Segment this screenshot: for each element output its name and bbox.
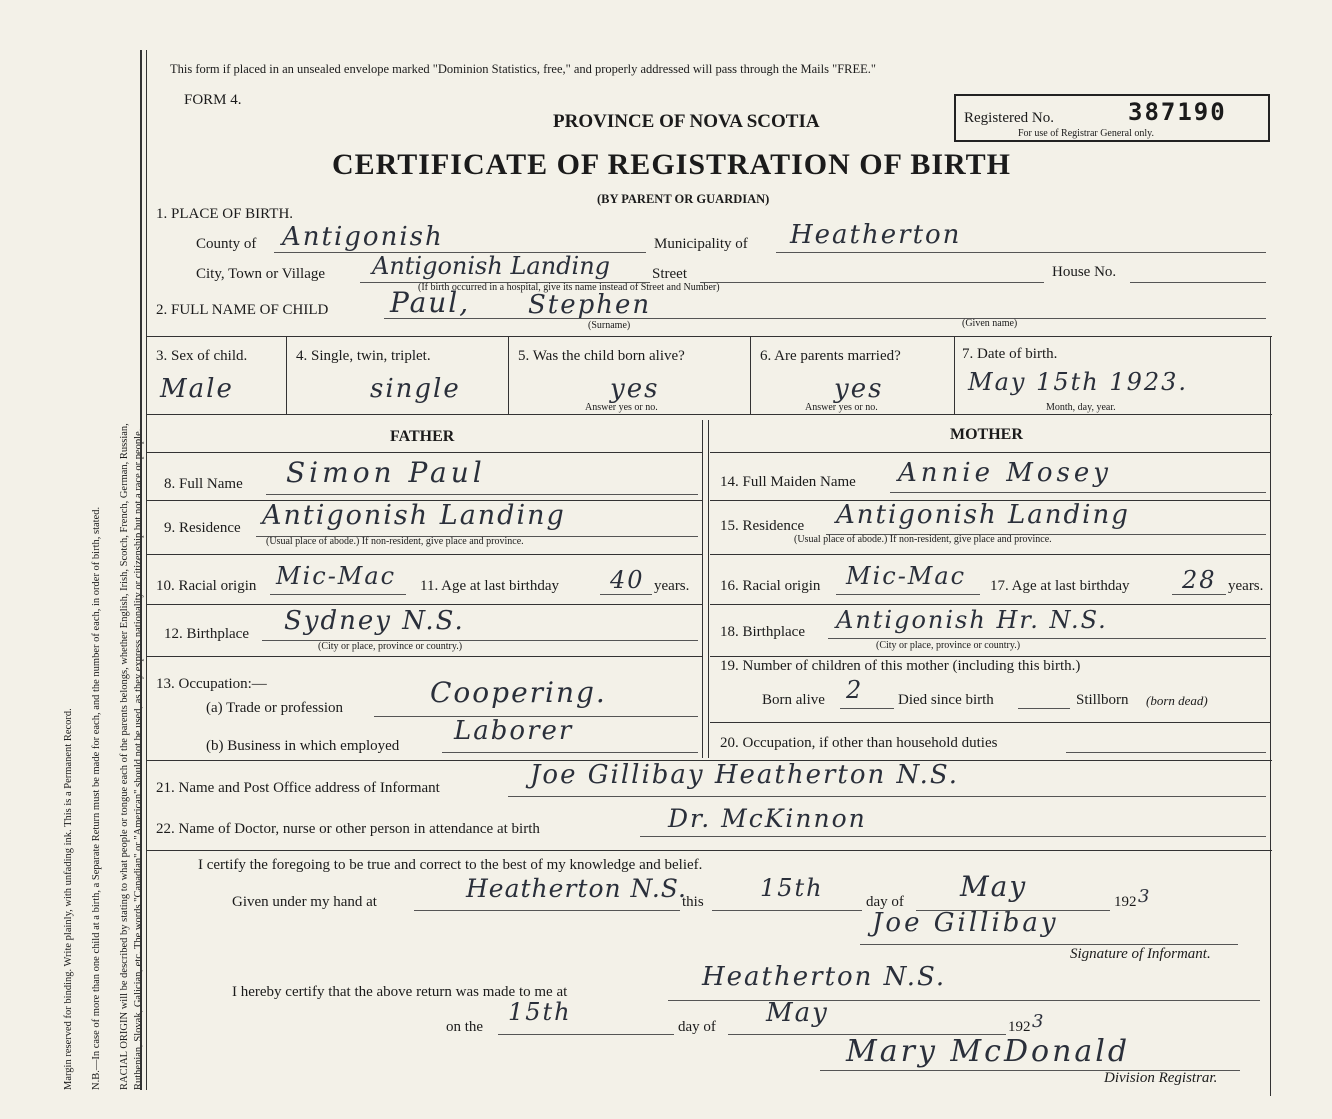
right-border <box>1270 336 1271 1096</box>
row-3-7-top <box>146 336 1272 337</box>
page-subtitle: (BY PARENT OR GUARDIAN) <box>597 192 770 206</box>
informant-underline <box>508 796 1266 797</box>
margin-note-2: N.B.—In case of more than one child at a birth, a Separate Return must be made for each, and the number of each, in order of birth, stated. <box>91 506 102 1090</box>
return-day-of-label: day of <box>678 1019 716 1035</box>
father-row-12 <box>146 604 702 605</box>
mother-row-14 <box>710 452 1270 453</box>
municipality-label: Municipality of <box>654 236 748 252</box>
return-place-underline <box>668 1000 1260 1001</box>
county-label: County of <box>196 236 257 252</box>
father-racial-underline <box>270 594 406 595</box>
father-name-label: 8. Full Name <box>164 476 243 492</box>
street-note: (If birth occurred in a hospital, give its name instead of Street and Number) <box>418 282 720 293</box>
father-business-label: (b) Business in which employed <box>206 738 400 754</box>
informant-signature: Joe Gillibay <box>872 908 1059 938</box>
divider-5-6 <box>750 336 751 414</box>
father-row-8 <box>146 452 702 453</box>
informant-value: Joe Gillibay Heatherton N.S. <box>530 760 960 790</box>
child-name-underline <box>384 318 1266 319</box>
registered-box <box>954 94 1270 142</box>
mother-residence-value: Antigonish Landing <box>836 500 1130 530</box>
mother-residence-note: (Usual place of abode.) If non-resident, give place and province. <box>794 534 1052 545</box>
sex-label: 3. Sex of child. <box>156 348 248 364</box>
left-border <box>140 50 142 1090</box>
mother-birthplace-note: (City or place, province or country.) <box>876 640 1021 651</box>
mother-birthplace-label: 18. Birthplace <box>720 624 805 640</box>
children-label: 19. Number of children of this mother (including this birth.) <box>720 658 1081 674</box>
father-racial-label: 10. Racial origin <box>156 578 257 594</box>
mail-notice: This form if placed in an unsealed envelope marked "Dominion Statistics, free," and properly addressed will pass through the Mails "FREE." <box>170 62 877 76</box>
street-label: Street <box>652 266 687 282</box>
father-birthplace-note: (City or place, province or country.) <box>318 641 463 652</box>
divider-6-7 <box>954 336 955 414</box>
date-label: 7. Date of birth. <box>962 346 1058 362</box>
given-place-underline <box>414 910 680 911</box>
given-day: 15th <box>760 874 824 902</box>
father-name-value: Simon Paul <box>286 456 486 489</box>
divider-3-4 <box>286 336 287 414</box>
father-row-13 <box>146 656 702 657</box>
given-year-prefix: 192 <box>1114 894 1137 910</box>
municipality-underline <box>776 252 1266 253</box>
father-business-underline <box>442 752 698 753</box>
mother-age-underline <box>1172 594 1226 595</box>
mother-residence-label: 15. Residence <box>720 518 805 534</box>
father-name-underline <box>266 494 698 495</box>
father-residence-value: Antigonish Landing <box>262 500 566 531</box>
mother-age-value: 28 <box>1182 566 1217 594</box>
alive-note: Answer yes or no. <box>585 402 658 413</box>
born-alive-value: 2 <box>846 676 864 704</box>
left-border-inner <box>146 50 147 1090</box>
county-value: Antigonish <box>282 222 444 252</box>
city-value: Antigonish Landing <box>372 252 611 280</box>
return-place: Heatherton N.S. <box>702 962 947 992</box>
given-label: Given under my hand at <box>232 894 377 910</box>
alive-value: yes <box>610 374 660 404</box>
certification-top <box>146 850 1272 851</box>
married-note: Answer yes or no. <box>805 402 878 413</box>
sex-value: Male <box>160 374 234 404</box>
father-trade-value: Coopering. <box>430 676 607 709</box>
father-age-label: 11. Age at last birthday <box>420 578 559 594</box>
alive-label: 5. Was the child born alive? <box>518 348 685 364</box>
mother-years: years. <box>1228 578 1264 594</box>
margin-note-3: RACIAL ORIGIN will be described by stating to what people or tongue each of the parents belongs, whether English, Irish, Scotch, French, German, Russian, <box>119 423 130 1090</box>
father-birthplace-label: 12. Birthplace <box>164 626 249 642</box>
doctor-value: Dr. McKinnon <box>668 804 867 833</box>
child-name-label: 2. FULL NAME OF CHILD <box>156 302 329 318</box>
died-underline <box>1018 708 1070 709</box>
province-heading: PROVINCE OF NOVA SCOTIA <box>553 111 820 132</box>
municipality-value: Heatherton <box>790 220 962 250</box>
father-residence-label: 9. Residence <box>164 520 241 536</box>
registrar-signature: Mary McDonald <box>846 1034 1131 1069</box>
date-note: Month, day, year. <box>1046 402 1116 413</box>
married-value: yes <box>834 374 884 404</box>
father-racial-value: Mic-Mac <box>276 562 397 590</box>
place-of-birth-heading: 1. PLACE OF BIRTH. <box>156 206 294 222</box>
died-label: Died since birth <box>898 692 994 708</box>
day-of-label: day of <box>866 894 904 910</box>
margin-note-1: Margin reserved for binding. Write plainly, with unfading ink. This is a Permanent Record. <box>63 708 74 1090</box>
plurality-label: 4. Single, twin, triplet. <box>296 348 431 364</box>
margin-note-4: Ruthenian, Slovak, Galician, etc. The words "Canadian" or "American" should not be used, as they express nationality or citizenship but not a race or people. <box>133 428 144 1090</box>
born-alive-label: Born alive <box>762 692 825 708</box>
stillborn-label: Stillborn <box>1076 692 1129 708</box>
house-underline <box>1130 282 1266 283</box>
doctor-label: 22. Name of Doctor, nurse or other person in attendance at birth <box>156 821 540 837</box>
mother-age-label: 17. Age at last birthday <box>990 578 1130 594</box>
born-alive-underline <box>840 708 894 709</box>
informant-signature-label: Signature of Informant. <box>1070 946 1211 962</box>
father-business-value: Laborer <box>454 716 574 746</box>
informant-signature-underline <box>860 944 1238 945</box>
given-day-underline <box>712 910 862 911</box>
registered-number: 387190 <box>1128 98 1227 126</box>
father-years: years. <box>654 578 690 594</box>
father-age-underline <box>600 594 652 595</box>
father-heading: FATHER <box>390 428 455 445</box>
plurality-value: single <box>370 374 461 404</box>
return-year-digit: 3 <box>1032 1011 1046 1032</box>
mother-racial-label: 16. Racial origin <box>720 578 821 594</box>
mother-name-value: Annie Mosey <box>898 458 1112 488</box>
mother-birthplace-underline <box>828 638 1266 639</box>
street-underline <box>700 282 1044 283</box>
stillborn-note: (born dead) <box>1146 693 1208 708</box>
father-birthplace-value: Sydney N.S. <box>284 606 465 636</box>
surname-note: (Surname) <box>588 320 631 331</box>
divider-4-5 <box>508 336 509 414</box>
mother-heading: MOTHER <box>950 426 1023 443</box>
return-day-underline <box>498 1034 674 1035</box>
house-label: House No. <box>1052 264 1117 280</box>
return-day: 15th <box>508 998 572 1026</box>
mother-row-18 <box>710 604 1270 605</box>
child-surname: Paul, <box>390 286 471 319</box>
father-mother-divider <box>702 420 703 758</box>
informant-label: 21. Name and Post Office address of Informant <box>156 780 440 796</box>
given-place: Heatherton N.S. <box>466 874 687 903</box>
certification-statement: I certify the foregoing to be true and correct to the best of my knowledge and belief. <box>198 857 703 873</box>
father-residence-note: (Usual place of abode.) If non-resident, give place and province. <box>266 536 524 547</box>
registrar-label: Division Registrar. <box>1104 1070 1218 1086</box>
given-year-digit: 3 <box>1138 886 1152 907</box>
father-age-value: 40 <box>610 566 645 594</box>
return-month: May <box>766 998 829 1028</box>
date-value: May 15th 1923. <box>968 368 1189 396</box>
registrar-use-note: For use of Registrar General only. <box>1018 128 1154 139</box>
mother-racial-value: Mic-Mac <box>846 562 967 590</box>
mother-row-20 <box>710 722 1270 723</box>
return-statement: I hereby certify that the above return was made to me at <box>232 984 568 1000</box>
mother-occupation-underline <box>1066 752 1266 753</box>
page-title: CERTIFICATE OF REGISTRATION OF BIRTH <box>332 148 1011 181</box>
doctor-underline <box>640 836 1266 837</box>
margin-notes <box>62 30 146 1090</box>
father-occupation-label: 13. Occupation:— <box>156 676 267 692</box>
child-given-name: Stephen <box>528 290 652 320</box>
city-label: City, Town or Village <box>196 266 326 282</box>
mother-row-16 <box>710 554 1270 555</box>
return-year-prefix: 192 <box>1008 1019 1031 1035</box>
given-month: May <box>960 870 1028 903</box>
father-row-10 <box>146 554 702 555</box>
registered-label: Registered No. <box>964 110 1054 126</box>
given-name-note: (Given name) <box>962 318 1018 329</box>
father-mother-divider-2 <box>708 420 709 758</box>
mother-occupation-label: 20. Occupation, if other than household duties <box>720 735 998 751</box>
mother-row-19 <box>710 656 1270 657</box>
mother-name-label: 14. Full Maiden Name <box>720 474 856 490</box>
row-3-7-bottom <box>146 414 1272 415</box>
this-label: this <box>682 894 704 910</box>
married-label: 6. Are parents married? <box>760 348 901 364</box>
mother-birthplace-value: Antigonish Hr. N.S. <box>836 606 1108 634</box>
mother-name-underline <box>890 492 1266 493</box>
on-the-label: on the <box>446 1019 484 1035</box>
form-number: FORM 4. <box>184 92 242 108</box>
father-trade-label: (a) Trade or profession <box>206 700 344 716</box>
mother-racial-underline <box>836 594 980 595</box>
